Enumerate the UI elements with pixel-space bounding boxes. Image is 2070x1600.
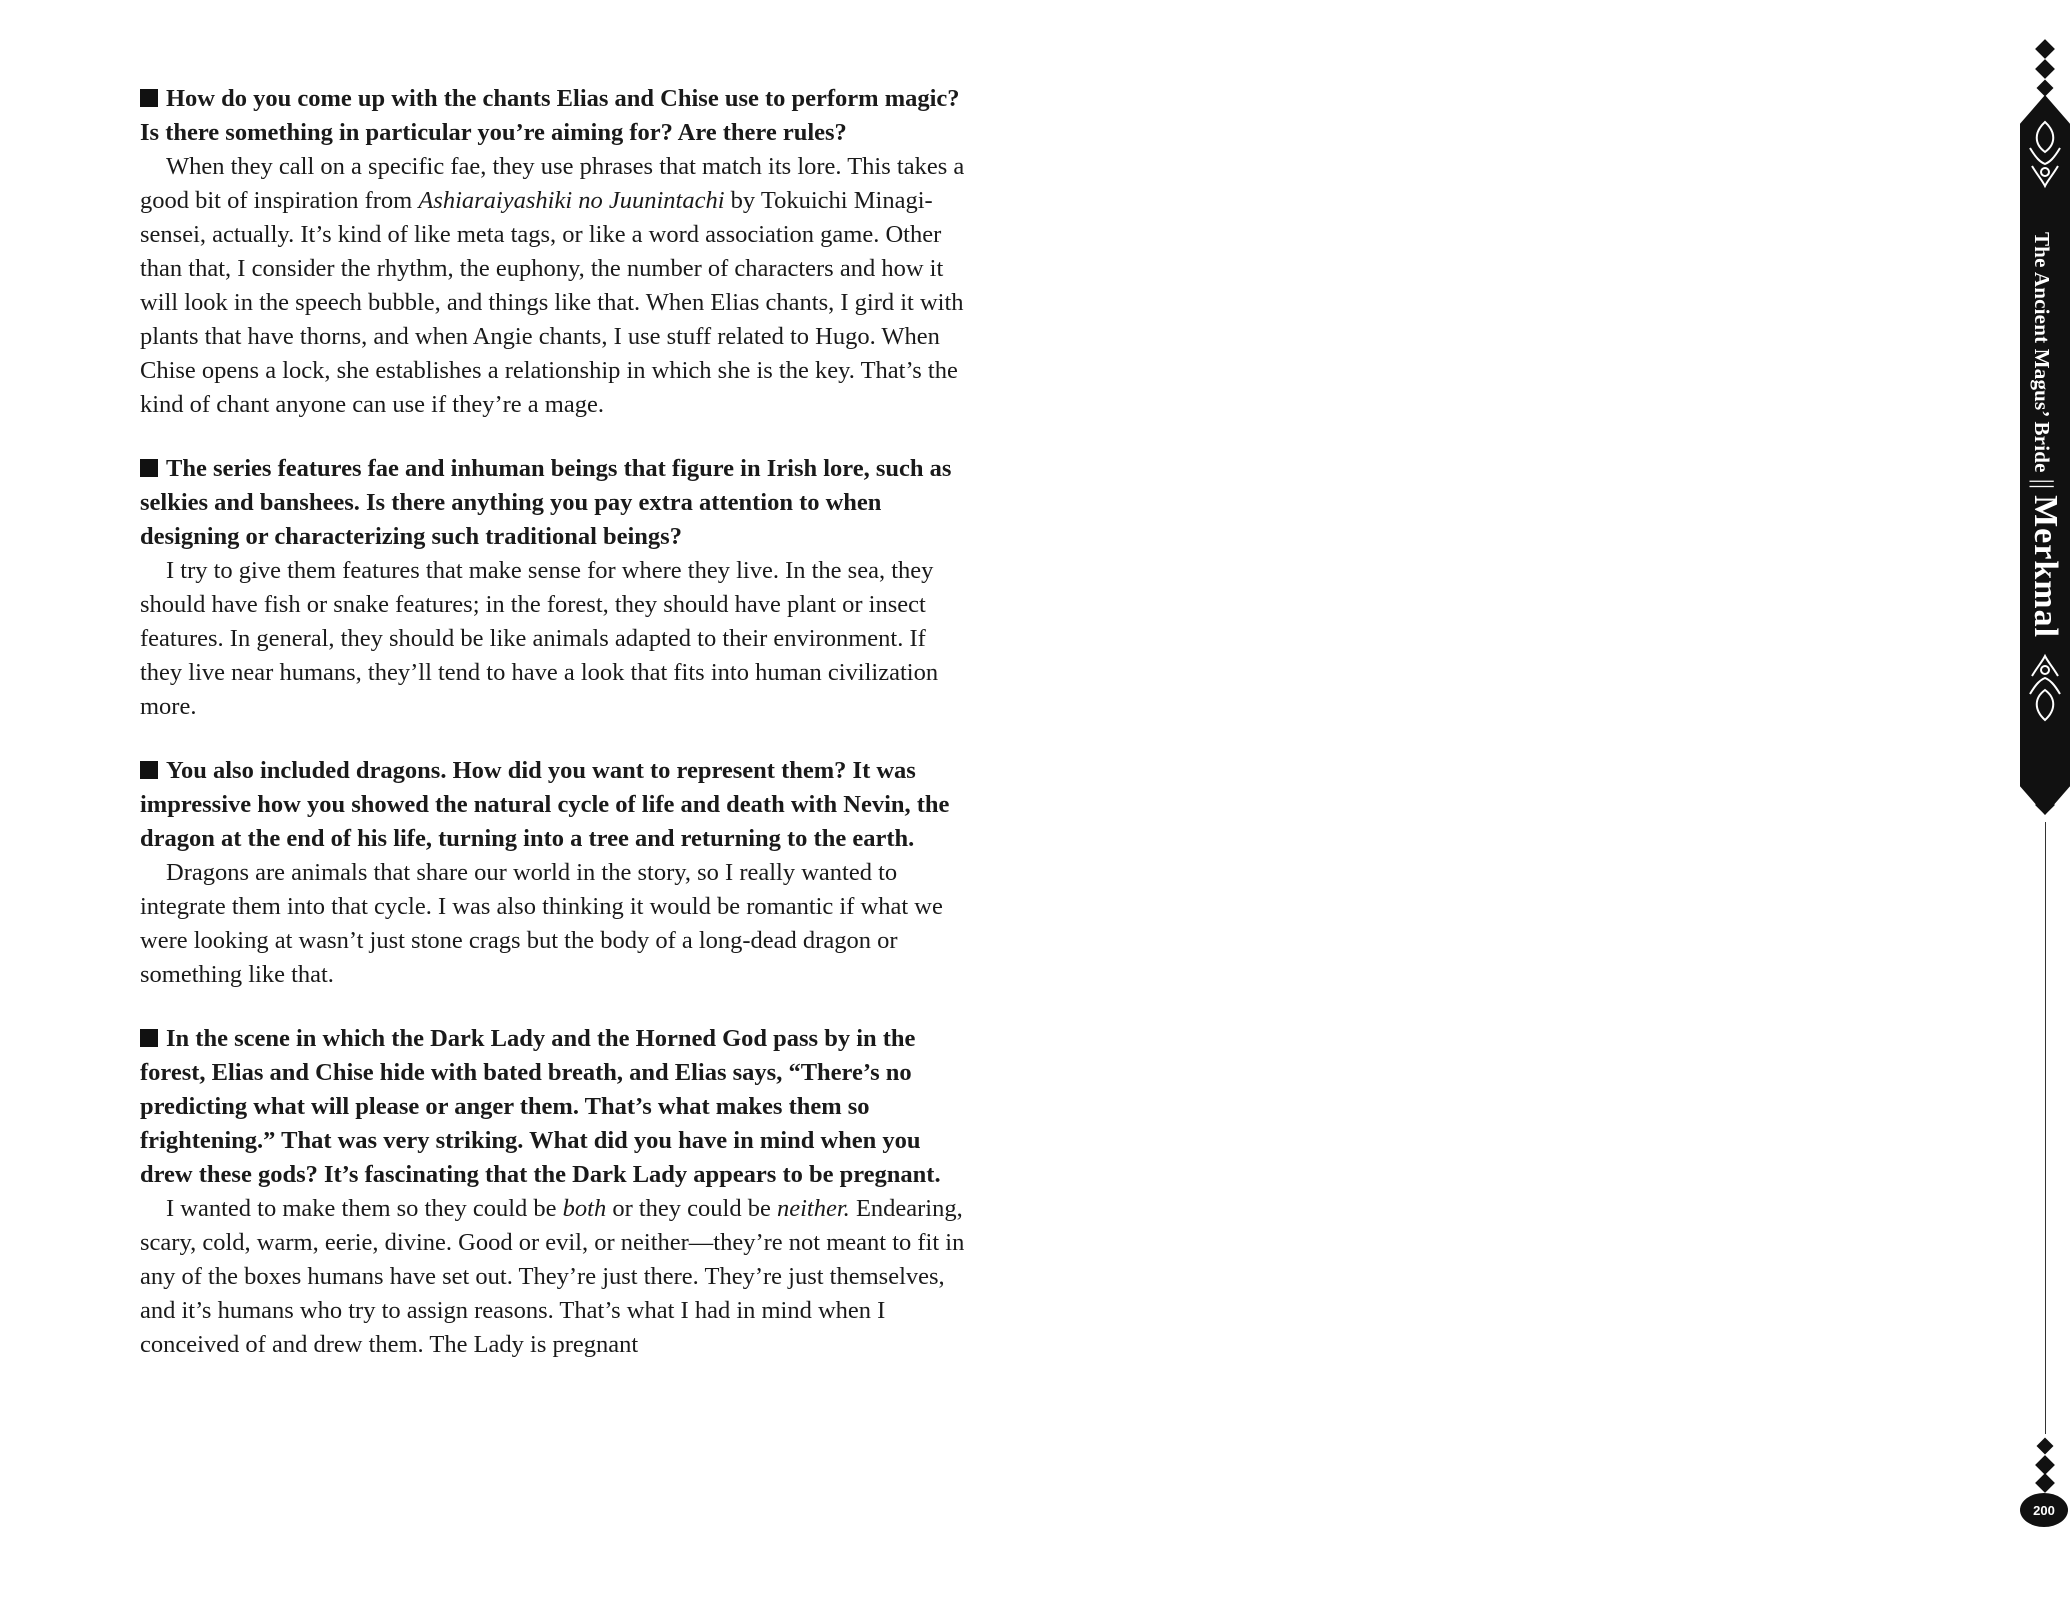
diamond-icon (2037, 1438, 2054, 1455)
square-bullet-icon (140, 1029, 158, 1047)
question-3-text: You also included dragons. How did you want to represent them? It was impressive how you showed the natural cycle of life and death with Nevin, the dragon at the end of his life, turning into a tree and returning to the earth. (140, 757, 950, 852)
answer-4-part-1: I wanted to make them so they could be (166, 1195, 563, 1222)
answer-1-book-title: Ashiaraiyashiki no Juunintachi (418, 187, 725, 214)
square-bullet-icon (140, 459, 158, 477)
page-content (140, 82, 965, 1392)
sidebar (1000, 0, 2064, 1600)
page-number: 200 (2020, 1493, 2068, 1527)
diamond-icon (2035, 1473, 2055, 1493)
question-3 (140, 754, 965, 856)
answer-2: I try to give them features that make sense for where they live. In the sea, they should have fish or snake features; in the forest, they should have plant or insect features. In general, they should be like animals adapted to their environment. If they live near humans, they’ll tend to have a look that fits into human civilization more. (140, 557, 939, 720)
qa-block-1 (140, 82, 965, 422)
diamond-icon (2035, 59, 2055, 79)
series-title: The Ancient Magus’ Bride (2030, 231, 2054, 473)
flourish-ornament-icon (2024, 652, 2066, 724)
question-2-text: The series features fae and inhuman beings that figure in Irish lore, such as selkies and banshees. Is there anything you pay extra attention to when designing or characterizing such traditional beings? (140, 455, 952, 550)
answer-1 (140, 150, 965, 422)
qa-block-4 (140, 1022, 965, 1362)
answer-4-italic-neither: neither. (777, 1195, 850, 1222)
diamond-icon (2035, 39, 2055, 59)
answer-4 (140, 1192, 965, 1362)
answer-1-part-2: by Tokuichi Minagi-sensei, actually. It’s kind of like meta tags, or like a word association game. Other than that, I consider the rhythm, the euphony, the number of characters and how it will look in the speech bubble, and things like that. When Elias chants, I gird it with plants that have thorns, and when Angie chants, I use stuff related to Hugo. When Chise opens a lock, she establishes a relationship in which she is the key. That’s the kind of chant anyone can use if they’re a mage. (140, 187, 964, 418)
question-1-text: How do you come up with the chants Elias and Chise use to perform magic? Is there something in particular you’re aiming for? Are there rules? (140, 85, 960, 146)
answer-1-part-1: When they call on a specific fae, they use phrases that match its lore. This takes a good bit of inspiration from (140, 153, 965, 214)
diamond-icon (2037, 80, 2054, 97)
question-4 (140, 1022, 965, 1192)
answer-3: Dragons are animals that share our world in the story, so I really wanted to integrate them into that cycle. I was also thinking it would be romantic if what we were looking at wasn’t just stone crags but the body of a long-dead dragon or something like that. (140, 859, 943, 988)
title-separator: || (2029, 478, 2058, 490)
answer-4-part-3: Endearing, scary, cold, warm, eerie, divine. Good or evil, or neither—they’re not meant to fit in any of the boxes humans have set out. They’re just there. They’re just themselves, and it’s humans who try to assign reasons. That’s what I had in mind when I conceived of and drew them. The Lady is pregnant (140, 1195, 965, 1358)
flourish-ornament-icon (2024, 118, 2066, 190)
section-title: Merkmal (2027, 495, 2064, 639)
question-2 (140, 452, 965, 554)
square-bullet-icon (140, 761, 158, 779)
qa-block-2 (140, 452, 965, 724)
qa-block-3 (140, 754, 965, 992)
sidebar-title (2026, 232, 2064, 638)
question-4-text: In the scene in which the Dark Lady and the Horned God pass by in the forest, Elias and Chise hide with bated breath, and Elias says, “There’s no predicting what will please or anger them. That’s what makes them so frightening.” That was very striking. What did you have in mind when you drew these gods? It’s fascinating that the Dark Lady appears to be pregnant. (140, 1025, 941, 1188)
answer-4-part-2: or they could be (606, 1195, 777, 1222)
square-bullet-icon (140, 89, 158, 107)
sidebar-rule (2045, 822, 2046, 1434)
diamond-icon (2035, 1455, 2055, 1475)
answer-4-italic-both: both (562, 1195, 607, 1222)
question-1 (140, 82, 965, 150)
